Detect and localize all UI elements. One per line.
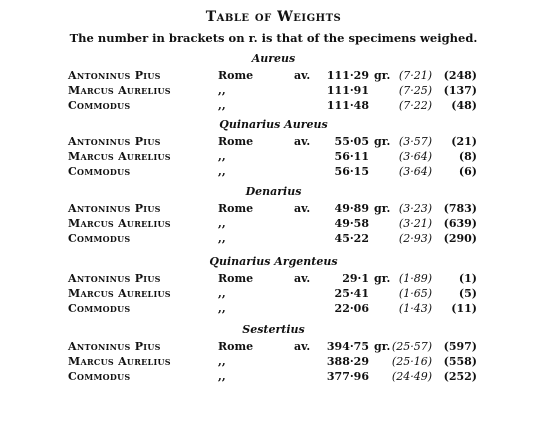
weight-grams: (1·43) xyxy=(398,302,432,315)
emperor-name: Antoninus Pius xyxy=(68,340,161,353)
table-row xyxy=(0,232,547,247)
specimen-count: (6) xyxy=(458,165,477,178)
table-row xyxy=(0,84,547,99)
table-row xyxy=(0,69,547,84)
weight-grams: (7·25) xyxy=(398,84,432,97)
specimen-count: (8) xyxy=(458,150,477,163)
specimen-count: (21) xyxy=(451,135,477,148)
table-row xyxy=(0,302,547,317)
average-prefix: av. xyxy=(294,69,311,82)
mint-place: Rome xyxy=(218,69,254,82)
section-title: Sestertius xyxy=(242,323,305,336)
average-weight: 377·96 xyxy=(326,370,369,383)
table-row xyxy=(0,272,547,287)
mint-place: ,, xyxy=(218,99,226,112)
average-weight: 29·1 xyxy=(342,272,369,285)
mint-place: ,, xyxy=(218,232,226,245)
average-weight: 25·41 xyxy=(334,287,369,300)
specimen-count: (639) xyxy=(443,217,477,230)
page-title: Table of Weights xyxy=(205,9,342,25)
section-title: Aureus xyxy=(251,52,296,65)
weight-grams: (24·49) xyxy=(391,370,432,383)
mint-place: ,, xyxy=(218,355,226,368)
average-weight: 49·89 xyxy=(334,202,369,215)
mint-place: ,, xyxy=(218,84,226,97)
mint-place: ,, xyxy=(218,217,226,230)
average-weight: 22·06 xyxy=(334,302,369,315)
weight-grams: (3·64) xyxy=(398,165,432,178)
page-subtitle: The number in brackets on r. is that of the specimens weighed. xyxy=(69,31,478,45)
weight-grams: (7·22) xyxy=(398,99,432,112)
specimen-count: (783) xyxy=(443,202,477,215)
average-weight: 394·75 xyxy=(326,340,369,353)
table-row xyxy=(0,99,547,114)
emperor-name: Marcus Aurelius xyxy=(68,217,171,230)
specimen-count: (597) xyxy=(443,340,477,353)
table-row xyxy=(0,217,547,232)
section-title: Denarius xyxy=(245,185,302,198)
specimen-count: (252) xyxy=(443,370,477,383)
weight-unit: gr. xyxy=(374,69,391,82)
weight-grams: (3·23) xyxy=(398,202,432,215)
specimen-count: (5) xyxy=(458,287,477,300)
specimen-count: (11) xyxy=(451,302,477,315)
average-prefix: av. xyxy=(294,340,311,353)
weight-unit: gr. xyxy=(374,272,391,285)
emperor-name: Marcus Aurelius xyxy=(68,150,171,163)
mint-place: ,, xyxy=(218,287,226,300)
average-weight: 388·29 xyxy=(326,355,369,368)
average-weight: 45·22 xyxy=(334,232,369,245)
average-prefix: av. xyxy=(294,135,311,148)
table-row xyxy=(0,165,547,180)
average-weight: 56·11 xyxy=(334,150,369,163)
mint-place: ,, xyxy=(218,165,226,178)
emperor-name: Commodus xyxy=(68,302,131,315)
weight-grams: (3·57) xyxy=(398,135,432,148)
weight-grams: (2·93) xyxy=(398,232,432,245)
table-row xyxy=(0,340,547,355)
average-weight: 111·91 xyxy=(326,84,369,97)
mint-place: Rome xyxy=(218,272,254,285)
emperor-name: Antoninus Pius xyxy=(68,135,161,148)
mint-place: Rome xyxy=(218,202,254,215)
table-row xyxy=(0,287,547,302)
specimen-count: (137) xyxy=(443,84,477,97)
emperor-name: Commodus xyxy=(68,232,131,245)
mint-place: Rome xyxy=(218,340,254,353)
emperor-name: Marcus Aurelius xyxy=(68,84,171,97)
weight-grams: (25·57) xyxy=(391,340,432,353)
weight-grams: (3·21) xyxy=(398,217,432,230)
average-prefix: av. xyxy=(294,202,311,215)
average-weight: 55·05 xyxy=(334,135,369,148)
mint-place: ,, xyxy=(218,302,226,315)
emperor-name: Antoninus Pius xyxy=(68,69,161,82)
weight-unit: gr. xyxy=(374,135,391,148)
mint-place: ,, xyxy=(218,150,226,163)
emperor-name: Antoninus Pius xyxy=(68,272,161,285)
weight-grams: (7·21) xyxy=(398,69,432,82)
emperor-name: Marcus Aurelius xyxy=(68,355,171,368)
weight-grams: (3·64) xyxy=(398,150,432,163)
table-row xyxy=(0,150,547,165)
specimen-count: (558) xyxy=(443,355,477,368)
table-row xyxy=(0,355,547,370)
average-weight: 111·29 xyxy=(326,69,369,82)
mint-place: Rome xyxy=(218,135,254,148)
section-title: Quinarius Argenteus xyxy=(209,255,338,268)
average-prefix: av. xyxy=(294,272,311,285)
emperor-name: Antoninus Pius xyxy=(68,202,161,215)
average-weight: 56·15 xyxy=(334,165,369,178)
weight-unit: gr. xyxy=(374,202,391,215)
emperor-name: Marcus Aurelius xyxy=(68,287,171,300)
table-row xyxy=(0,202,547,217)
weight-grams: (1·89) xyxy=(398,272,432,285)
specimen-count: (48) xyxy=(451,99,477,112)
weight-grams: (1·65) xyxy=(398,287,432,300)
table-row xyxy=(0,135,547,150)
emperor-name: Commodus xyxy=(68,99,131,112)
emperor-name: Commodus xyxy=(68,370,131,383)
specimen-count: (1) xyxy=(458,272,477,285)
table-row xyxy=(0,370,547,385)
average-weight: 111·48 xyxy=(326,99,369,112)
mint-place: ,, xyxy=(218,370,226,383)
emperor-name: Commodus xyxy=(68,165,131,178)
specimen-count: (290) xyxy=(443,232,477,245)
weight-unit: gr. xyxy=(374,340,391,353)
average-weight: 49·58 xyxy=(334,217,369,230)
section-title: Quinarius Aureus xyxy=(219,118,328,131)
weight-grams: (25·16) xyxy=(391,355,432,368)
specimen-count: (248) xyxy=(443,69,477,82)
